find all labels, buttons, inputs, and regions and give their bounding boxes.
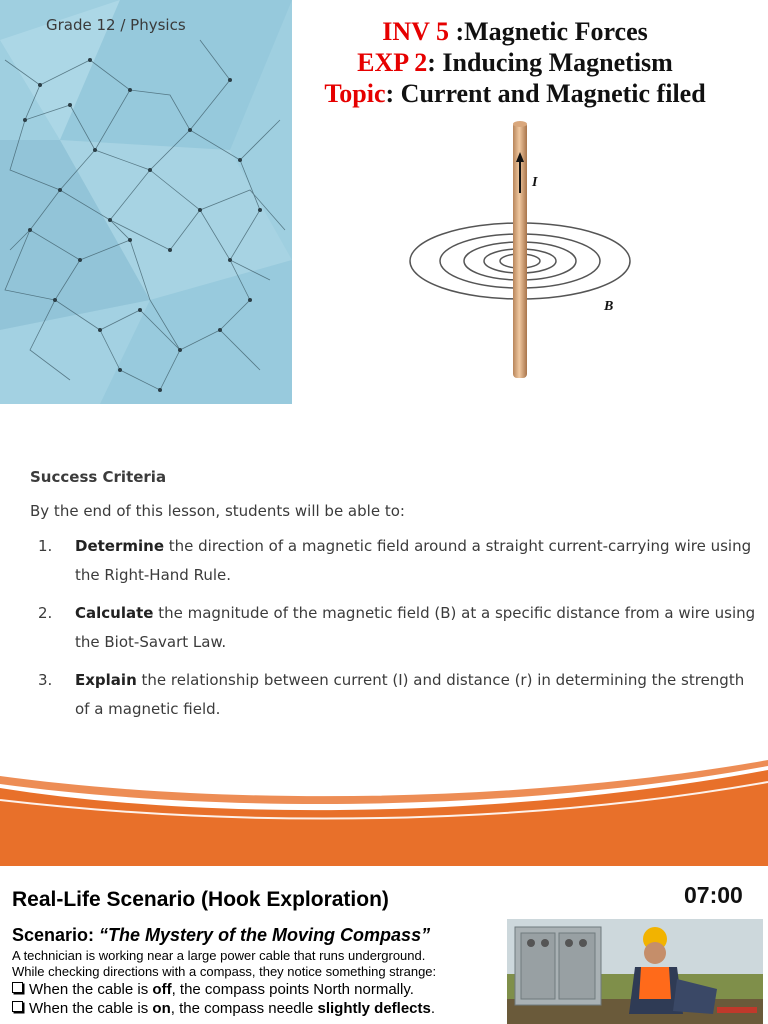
title-line-3: Topic: Current and Magnetic filed	[324, 79, 706, 108]
scenario-heading: Real-Life Scenario (Hook Exploration)	[12, 888, 389, 911]
orange-wave-band	[0, 760, 768, 866]
field-label: B	[604, 299, 614, 314]
timer: 07:00	[684, 882, 743, 908]
checkbox-icon	[12, 1001, 23, 1012]
checklist-item: When the cable is off, the compass points North normally.	[12, 980, 492, 999]
scenario-text: A technician is working near a large power cable that runs underground. While checking directions with a compass, they notice something strange: When the cable is off, the compass points North normally. When the cable is on, the compass needle slightly deflects.	[12, 948, 492, 1018]
criteria-list	[30, 532, 760, 724]
checkbox-icon	[12, 982, 23, 993]
success-criteria	[30, 468, 760, 733]
success-criteria-title: Success Criteria	[30, 468, 167, 486]
checklist-item: When the cable is on, the compass needle slightly deflects.	[12, 999, 492, 1018]
success-criteria-intro: By the end of this lesson, students will be able to:	[30, 502, 405, 520]
magnetic-field-diagram	[395, 118, 655, 383]
list-item: 3. Explain the relationship between current (I) and distance (r) in determining the strength of a magnetic field.	[38, 671, 745, 718]
scenario-subtitle: Scenario: “The Mystery of the Moving Compass”	[12, 925, 431, 945]
title-line-1: INV 5 :Magnetic Forces	[382, 17, 648, 46]
title-line-2: EXP 2: Inducing Magnetism	[357, 48, 673, 77]
grade-label: Grade 12 / Physics	[46, 16, 186, 34]
lesson-titles	[300, 16, 730, 109]
network-pattern	[0, 0, 292, 404]
list-item: 1. Determine the direction of a magnetic field around a straight current-carrying wire using the Right-Hand Rule.	[38, 537, 752, 584]
current-label: I	[532, 175, 538, 190]
list-item: 2. Calculate the magnitude of the magnetic field (B) at a specific distance from a wire using the Biot-Savart Law.	[38, 604, 756, 651]
cover-image	[0, 0, 292, 404]
technician-photo	[507, 919, 763, 1024]
